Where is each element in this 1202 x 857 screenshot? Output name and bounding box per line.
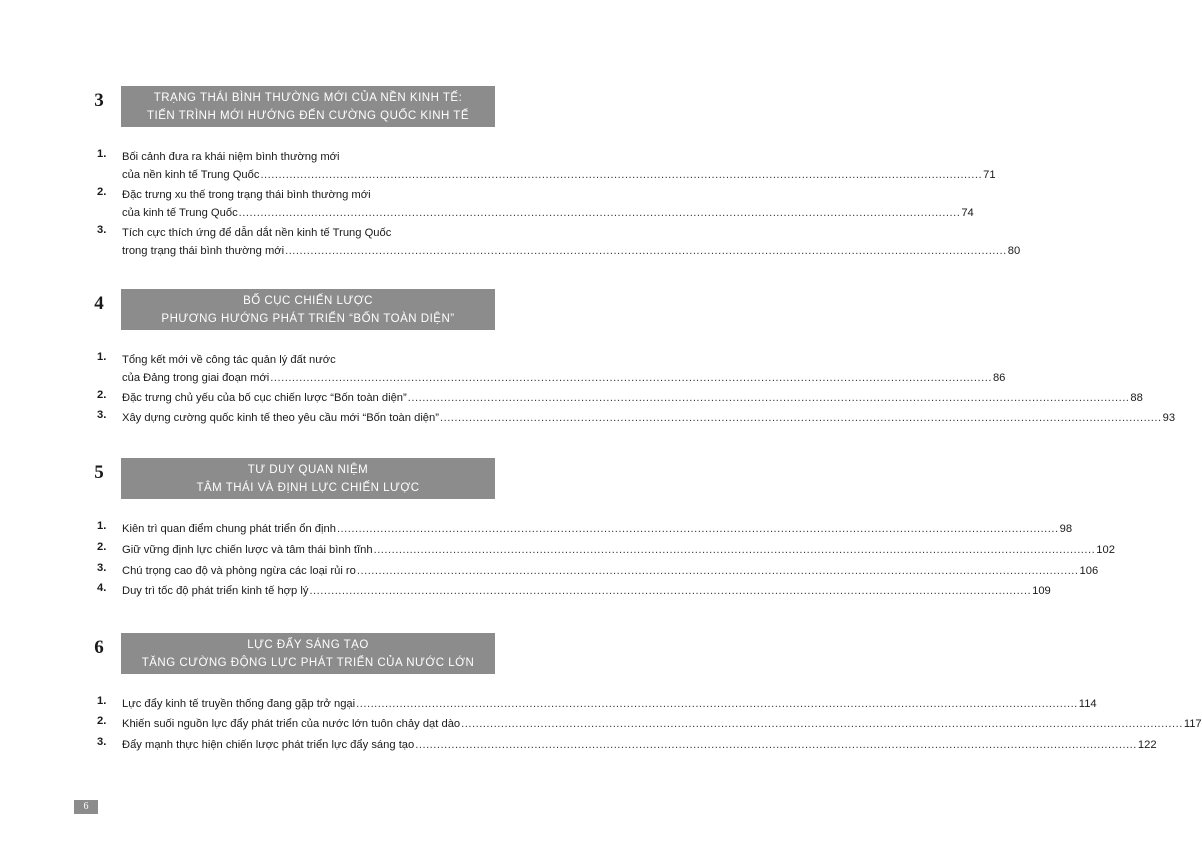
leader-dots: ........................................................................................................................................................................................................ (439, 412, 1162, 424)
chapter-title-line: TRẠNG THÁI BÌNH THƯỜNG MỚI CỦA NỀN KINH TẾ: (153, 91, 463, 104)
toc-entry-number: 1. (97, 520, 107, 532)
toc-entry-number: 1. (97, 695, 107, 707)
chapter-number: 5 (94, 462, 104, 483)
leader-dots: ........................................................................................................................................................................................................ (356, 565, 1079, 577)
toc-entry-number: 2. (97, 186, 107, 198)
leader-dots: ........................................................................................................................................................................................................ (373, 544, 1096, 556)
toc-entry-text: Tích cực thích ứng để dẫn dắt nền kinh tế Trung Quốc (122, 227, 392, 239)
leader-dots: ........................................................................................................................................................................................................ (336, 523, 1059, 535)
toc-entry-text: Duy trì tốc độ phát triển kinh tế hợp lý (122, 585, 309, 597)
chapter-title-line: TIẾN TRÌNH MỚI HƯỚNG ĐẾN CƯỜNG QUỐC KINH TẾ (146, 109, 470, 122)
toc-page-number: 86 (992, 372, 1006, 384)
toc-page-number: 88 (1130, 392, 1143, 404)
toc-page-number: 80 (1007, 245, 1021, 257)
leader-dots: ........................................................................................................................................................................................................ (270, 372, 992, 384)
chapter-heading (121, 633, 495, 674)
toc-entry-text: trong trạng thái bình thường mới (122, 245, 285, 257)
chapter-title-line: BỐ CỤC CHIẾN LƯỢC (243, 294, 373, 307)
chapter-title-line: PHƯƠNG HƯỚNG PHÁT TRIỂN “BỐN TOÀN DIỆN” (161, 312, 455, 325)
toc-entry-text: Lực đẩy kinh tế truyền thống đang gặp trở ngại (122, 698, 356, 710)
toc-page-number: 117 (1183, 718, 1202, 730)
toc-entry-text: Khiến suối nguồn lực đẩy phát triển của nước lớn tuôn chảy dạt dào (122, 718, 461, 730)
toc-entry-number: 3. (97, 562, 107, 574)
chapter-number: 6 (94, 637, 104, 658)
toc-page-number: 102 (1096, 544, 1115, 556)
chapter-heading (121, 458, 495, 499)
toc-entry-number: 2. (97, 389, 107, 401)
toc-entry-number: 3. (97, 409, 107, 421)
toc-entry-text: Tổng kết mới về công tác quản lý đất nước (122, 354, 336, 366)
toc-entry-text: Đặc trưng xu thế trong trạng thái bình thường mới (122, 189, 371, 201)
toc-entry-text: Giữ vững định lực chiến lược và tâm thái bình tĩnh (122, 544, 373, 556)
chapter-number: 4 (94, 293, 104, 314)
chapter-number: 3 (94, 90, 104, 111)
toc-entry-text: Đẩy mạnh thực hiện chiến lược phát triển lực đẩy sáng tạo (122, 739, 415, 751)
toc-entry-number: 1. (97, 351, 107, 363)
chapter-title-line: TÂM THÁI VÀ ĐỊNH LỰC CHIẾN LƯỢC (196, 481, 420, 494)
chapter-title-line: LỰC ĐẨY SÁNG TẠO (247, 638, 369, 651)
toc-entry-text: Kiên trì quan điểm chung phát triển ổn định (122, 523, 336, 535)
toc-page-number: 93 (1162, 412, 1176, 424)
toc-page-number: 98 (1059, 523, 1073, 535)
toc-entry-text: Bối cảnh đưa ra khái niệm bình thường mới (122, 151, 340, 163)
toc-entry-number: 4. (97, 582, 107, 594)
toc-entry-text: Đặc trưng chủ yếu của bố cục chiến lược “Bốn toàn diện” (122, 392, 407, 404)
chapter-title-line: TĂNG CƯỜNG ĐỘNG LỰC PHÁT TRIỂN CỦA NƯỚC LỚN (141, 656, 475, 669)
toc-entry-number: 2. (97, 541, 107, 553)
toc-page-number: 74 (961, 207, 974, 219)
toc-entry-text: của kinh tế Trung Quốc (122, 207, 238, 219)
leader-dots: ........................................................................................................................................................................................................ (415, 739, 1137, 751)
toc-entry-number: 2. (97, 715, 107, 727)
toc-entry-number: 3. (97, 224, 107, 236)
toc-page-number: 71 (983, 169, 996, 181)
toc-page-number: 106 (1079, 565, 1099, 577)
leader-dots: ........................................................................................................................................................................................................ (461, 718, 1183, 730)
leader-dots: ........................................................................................................................................................................................................ (309, 585, 1032, 597)
toc-entry-text: Chú trọng cao độ và phòng ngừa các loại rủi ro (122, 565, 356, 577)
toc-entry-text: của Đảng trong giai đoạn mới (122, 372, 270, 384)
leader-dots: ........................................................................................................................................................................................................ (260, 169, 983, 181)
chapter-heading (121, 289, 495, 330)
chapter-title-line: TƯ DUY QUAN NIỆM (247, 463, 369, 476)
toc-entry-text: của nền kinh tế Trung Quốc (122, 169, 260, 181)
toc-entry-number: 1. (97, 148, 107, 160)
leader-dots: ........................................................................................................................................................................................................ (407, 392, 1130, 404)
toc-page-number: 109 (1032, 585, 1051, 597)
toc-entry-text: Xây dựng cường quốc kinh tế theo yêu cầu mới “Bốn toàn diện” (122, 412, 439, 424)
toc-page-number: 122 (1137, 739, 1157, 751)
page-number: 6 (74, 800, 98, 814)
leader-dots: ........................................................................................................................................................................................................ (238, 207, 961, 219)
leader-dots: ........................................................................................................................................................................................................ (356, 698, 1078, 710)
leader-dots: ........................................................................................................................................................................................................ (285, 245, 1007, 257)
toc-entry-number: 3. (97, 736, 107, 748)
toc-page-number: 114 (1078, 698, 1097, 710)
chapter-heading (121, 86, 495, 127)
